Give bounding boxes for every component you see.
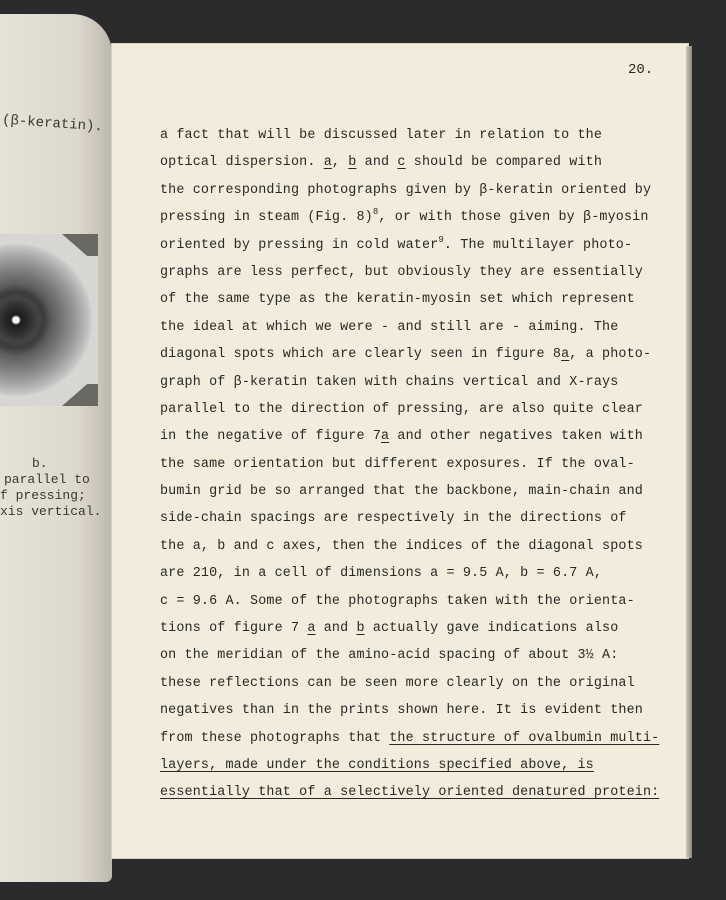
underlined-letter: a — [323, 155, 332, 171]
text-fragment: diagonal spots which are clearly seen in figure 8 — [160, 347, 562, 363]
text-line: bumin grid be so arranged that the backbone, main-chain and — [160, 484, 643, 500]
text-line — [160, 232, 670, 259]
text-line: side-chain spacings are respectively in the directions of — [160, 511, 627, 527]
text-line: a fact that will be discussed later in relation to the — [160, 128, 603, 143]
text-fragment: should be compared with — [405, 155, 603, 171]
underlined-phrase: the structure of ovalbumin multi- — [389, 730, 660, 746]
text-line: negatives than in the prints shown here. It is evident then — [160, 703, 643, 719]
left-caption-line1: parallel to — [4, 472, 90, 487]
text-fragment: tions of figure 7 — [160, 621, 308, 637]
text-line — [160, 615, 670, 642]
underlined-letter: c — [397, 155, 406, 171]
text-line: are 210, in a cell of dimensions a = 9.5 A, b = 6.7 A, — [160, 566, 603, 582]
text-fragment: pressing in steam (Fig. 8) — [160, 210, 373, 226]
text-fragment: , a photo- — [569, 347, 652, 363]
text-line: parallel to the direction of pressing, are also quite clear — [160, 401, 643, 417]
text-line: these reflections can be seen more clearly on the original — [160, 675, 635, 691]
text-line: c = 9.6 A. Some of the photographs taken with the orienta- — [160, 593, 635, 609]
left-caption-line2: f pressing; — [0, 488, 86, 503]
text-fragment: . The multilayer photo- — [443, 237, 633, 253]
underlined-letter: b — [356, 621, 365, 637]
text-fragment: , — [331, 155, 349, 171]
text-line — [160, 423, 670, 450]
diffraction-pattern — [0, 244, 92, 396]
underlined-letter: a — [307, 621, 316, 637]
text-fragment: oriented by pressing in cold water — [160, 237, 439, 253]
text-fragment: and — [315, 621, 357, 637]
text-fragment: in the negative of figure 7 — [160, 429, 382, 445]
text-fragment: from these photographs that — [160, 730, 390, 746]
body-text — [160, 122, 670, 807]
text-line: graphs are less perfect, but obviously they are essentially — [160, 264, 643, 280]
left-caption-letter: b. — [32, 456, 48, 471]
text-fragment: optical dispersion. — [160, 155, 324, 171]
text-line — [160, 725, 670, 752]
text-line — [160, 149, 670, 176]
text-fragment: actually gave indications also — [364, 621, 619, 637]
text-line: of the same type as the keratin-myosin set which represent — [160, 292, 635, 308]
left-page — [0, 14, 112, 882]
underlined-letter: a — [561, 347, 570, 363]
photo-corner-top — [62, 234, 98, 256]
text-fragment: , or with those given by β-myosin — [378, 210, 649, 226]
text-fragment: and — [356, 155, 398, 171]
underlined-letter: a — [381, 429, 390, 445]
underlined-line: layers, made under the conditions specified above, is — [160, 757, 594, 773]
footnote-ref: 8 — [372, 207, 379, 218]
left-caption-top: (β-keratin). — [1, 112, 104, 136]
text-line: the a, b and c axes, then the indices of the diagonal spots — [160, 538, 643, 554]
photo-corner-bottom — [62, 384, 98, 406]
text-line — [160, 341, 670, 368]
text-line — [160, 204, 670, 231]
text-fragment: and other negatives taken with — [389, 429, 643, 445]
page-edge — [686, 46, 692, 858]
text-line: on the meridian of the amino-acid spacing of about 3½ A: — [160, 648, 619, 664]
text-line: the corresponding photographs given by β-keratin oriented by — [160, 182, 652, 198]
text-line: graph of β-keratin taken with chains vertical and X-rays — [160, 374, 619, 390]
left-caption-line3: xis vertical. — [0, 504, 102, 519]
x-ray-photograph — [0, 234, 98, 406]
text-line: the same orientation but different exposures. If the oval- — [160, 456, 635, 472]
underlined-letter: b — [348, 155, 357, 171]
page-number: 20. — [628, 62, 654, 78]
footnote-ref: 9 — [438, 234, 444, 245]
underlined-line: essentially that of a selectively oriented denatured protein: — [160, 785, 660, 801]
text-line: the ideal at which we were - and still are - aiming. The — [160, 319, 619, 335]
